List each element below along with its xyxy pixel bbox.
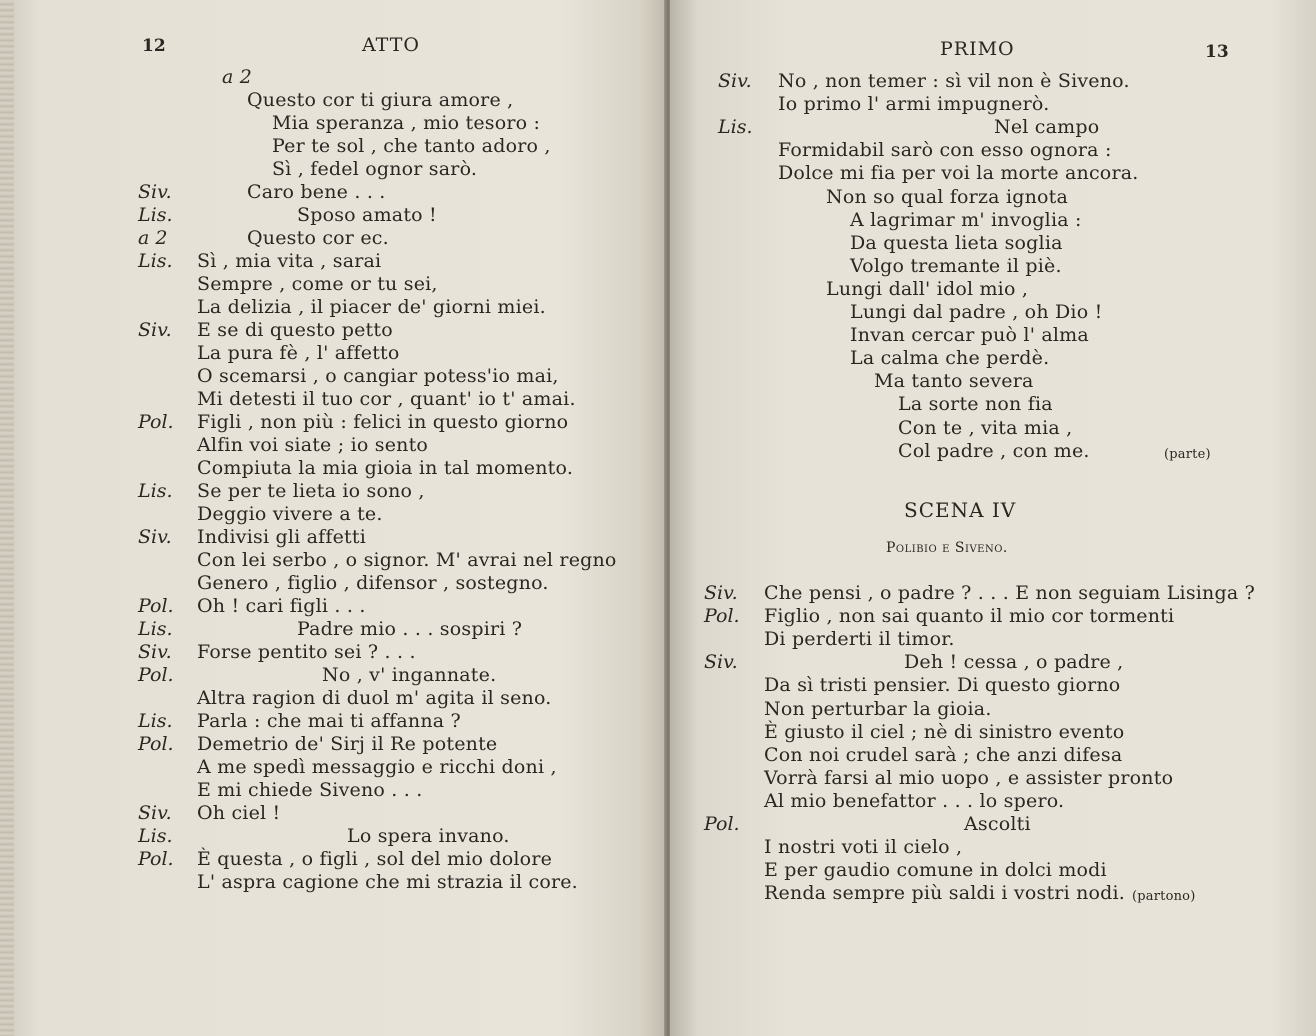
scene-characters: Polibio e Siveno.	[886, 540, 1008, 556]
verse-line: Questo cor ti giura amore ,	[247, 89, 514, 111]
verse-line: No , non temer : sì vil non è Siveno.	[778, 70, 1130, 92]
verse-line: O scemarsi , o cangiar potess'io mai,	[197, 365, 559, 387]
speaker-label: Lis.	[138, 204, 173, 226]
speaker-label: Pol.	[704, 605, 740, 628]
verse-line: Sposo amato !	[297, 204, 437, 226]
verse-line: La sorte non fia	[898, 393, 1053, 416]
speaker-label: Siv.	[718, 70, 752, 92]
verse-line: Invan cercar può l' alma	[850, 324, 1089, 347]
verse-line: Da questa lieta soglia	[850, 231, 1063, 254]
verse-line: La calma che perdè.	[850, 347, 1050, 370]
speaker-label: Lis.	[718, 116, 753, 139]
verse-line: Mi detesti il tuo cor , quant' io t' amai.	[197, 388, 576, 410]
verse-line: Deggio vivere a te.	[197, 503, 383, 525]
verse-line: Alfin voi siate ; io sento	[197, 434, 429, 456]
speaker-label: Lis.	[138, 710, 173, 732]
verse-line: Volgo tremante il piè.	[850, 254, 1062, 277]
verse-line: Lungi dall' idol mio ,	[826, 277, 1029, 300]
speaker-label: Siv.	[704, 582, 738, 604]
verse-line: Indivisi gli affetti	[197, 526, 366, 548]
verse-line: Vorrà farsi al mio uopo , e assister pronto	[764, 766, 1174, 789]
stage-direction: (partono)	[1132, 889, 1196, 905]
verse-line: Compiuta la mia gioia in tal momento.	[197, 457, 574, 479]
verse-line: Oh ciel !	[197, 802, 281, 824]
verse-line: Oh ! cari figli . . .	[197, 595, 366, 617]
verse-line: Demetrio de' Sirj il Re potente	[197, 733, 498, 755]
verse-line: No , v' ingannate.	[322, 664, 497, 686]
right-page	[670, 0, 1316, 1036]
verse-line: Ma tanto severa	[874, 370, 1034, 393]
verse-line: L' aspra cagione che mi strazia il core.	[197, 871, 578, 893]
verse-line: E mi chiede Siveno . . .	[197, 779, 423, 801]
verse-line: Figlio , non sai quanto il mio cor tormenti	[764, 605, 1175, 628]
speaker-label: Siv.	[138, 181, 172, 203]
verse-line: La delizia , il piacer de' giorni miei.	[197, 296, 546, 318]
verse-line: E per gaudio comune in dolci modi	[764, 859, 1107, 882]
verse-line: Non perturbar la gioia.	[764, 697, 992, 720]
speaker-label: a 2	[138, 227, 168, 249]
verse-line: Forse pentito sei ? . . .	[197, 641, 416, 663]
verse-line: Se per te lieta io sono ,	[197, 480, 425, 502]
speaker-label: Pol.	[138, 733, 174, 755]
verse-line: Col padre , con me.	[898, 439, 1090, 462]
verse-line: A lagrimar m' invoglia :	[850, 208, 1082, 231]
speaker-label: Siv.	[138, 319, 172, 341]
verse-line: Io primo l' armi impugnerò.	[778, 93, 1050, 116]
verse-line: Genero , figlio , difensor , sostegno.	[197, 572, 549, 594]
speaker-label: Lis.	[138, 618, 173, 640]
speaker-label: Pol.	[138, 411, 174, 433]
speaker-label: Pol.	[138, 664, 174, 686]
speaker-label: Siv.	[704, 651, 738, 674]
verse-line: Lungi dal padre , oh Dio !	[850, 301, 1103, 323]
speaker-label: Siv.	[138, 802, 172, 824]
verse-line: Caro bene . . .	[247, 181, 386, 203]
verse-line: Per te sol , che tanto adoro ,	[272, 135, 551, 157]
verse-line: Mia speranza , mio tesoro :	[272, 112, 541, 134]
speaker-label: Pol.	[704, 813, 740, 835]
verse-line: Questo cor ec.	[247, 227, 389, 249]
verse-line: Di perderti il timor.	[764, 628, 955, 651]
page-edge	[0, 0, 14, 1036]
scene-title: SCENA IV	[904, 498, 1017, 522]
verse-line: Non so qual forza ignota	[826, 185, 1069, 208]
running-head-right: PRIMO	[940, 38, 1015, 60]
verse-line: È questa , o figli , sol del mio dolore	[197, 848, 553, 870]
verse-line: Lo spera invano.	[347, 825, 510, 847]
verse-line: Con noi crudel sarà ; che anzi difesa	[764, 743, 1123, 766]
verse-line: Da sì tristi pensier. Di questo giorno	[764, 674, 1121, 697]
verse-line: Che pensi , o padre ? . . . E non seguiam Lisinga ?	[764, 582, 1255, 604]
speaker-label: Lis.	[138, 480, 173, 502]
verse-line: Padre mio . . . sospiri ?	[297, 618, 523, 640]
verse-line: a 2	[222, 66, 253, 88]
verse-line: Figli , non più : felici in questo giorno	[197, 411, 569, 433]
verse-line: Formidabil sarò con esso ognora :	[778, 139, 1112, 162]
verse-line: Al mio benefattor . . . lo spero.	[764, 789, 1065, 812]
verse-line: Deh ! cessa , o padre ,	[904, 651, 1124, 674]
running-head-left: ATTO	[362, 34, 420, 56]
speaker-label: Lis.	[138, 825, 173, 847]
verse-line: A me spedì messaggio e ricchi doni ,	[197, 756, 557, 778]
verse-line: La pura fè , l' affetto	[197, 342, 400, 364]
verse-line: Sempre , come or tu sei,	[197, 273, 438, 295]
verse-line: Sì , mia vita , sarai	[197, 250, 382, 272]
verse-line: È giusto il ciel ; nè di sinistro evento	[764, 720, 1125, 743]
speaker-label: Siv.	[138, 526, 172, 548]
verse-line: Con te , vita mia ,	[898, 416, 1073, 439]
verse-line: Con lei serbo , o signor. M' avrai nel regno	[197, 549, 617, 571]
page-number-left: 12	[142, 36, 166, 56]
verse-line: Dolce mi fia per voi la morte ancora.	[778, 162, 1139, 185]
page-number-right: 13	[1205, 42, 1229, 62]
verse-line: Sì , fedel ognor sarò.	[272, 158, 478, 180]
stage-direction: (parte)	[1164, 446, 1211, 462]
speaker-label: Pol.	[138, 848, 174, 870]
verse-line: Parla : che mai ti affanna ?	[197, 710, 461, 732]
verse-line: Ascolti	[964, 813, 1031, 835]
speaker-label: Lis.	[138, 250, 173, 272]
verse-line: I nostri voti il cielo ,	[764, 836, 963, 859]
verse-line: Nel campo	[994, 116, 1100, 139]
verse-line: Altra ragion di duol m' agita il seno.	[197, 687, 552, 709]
verse-line: Renda sempre più saldi i vostri nodi.	[764, 882, 1126, 905]
speaker-label: Pol.	[138, 595, 174, 617]
verse-line: E se di questo petto	[197, 319, 393, 341]
speaker-label: Siv.	[138, 641, 172, 663]
